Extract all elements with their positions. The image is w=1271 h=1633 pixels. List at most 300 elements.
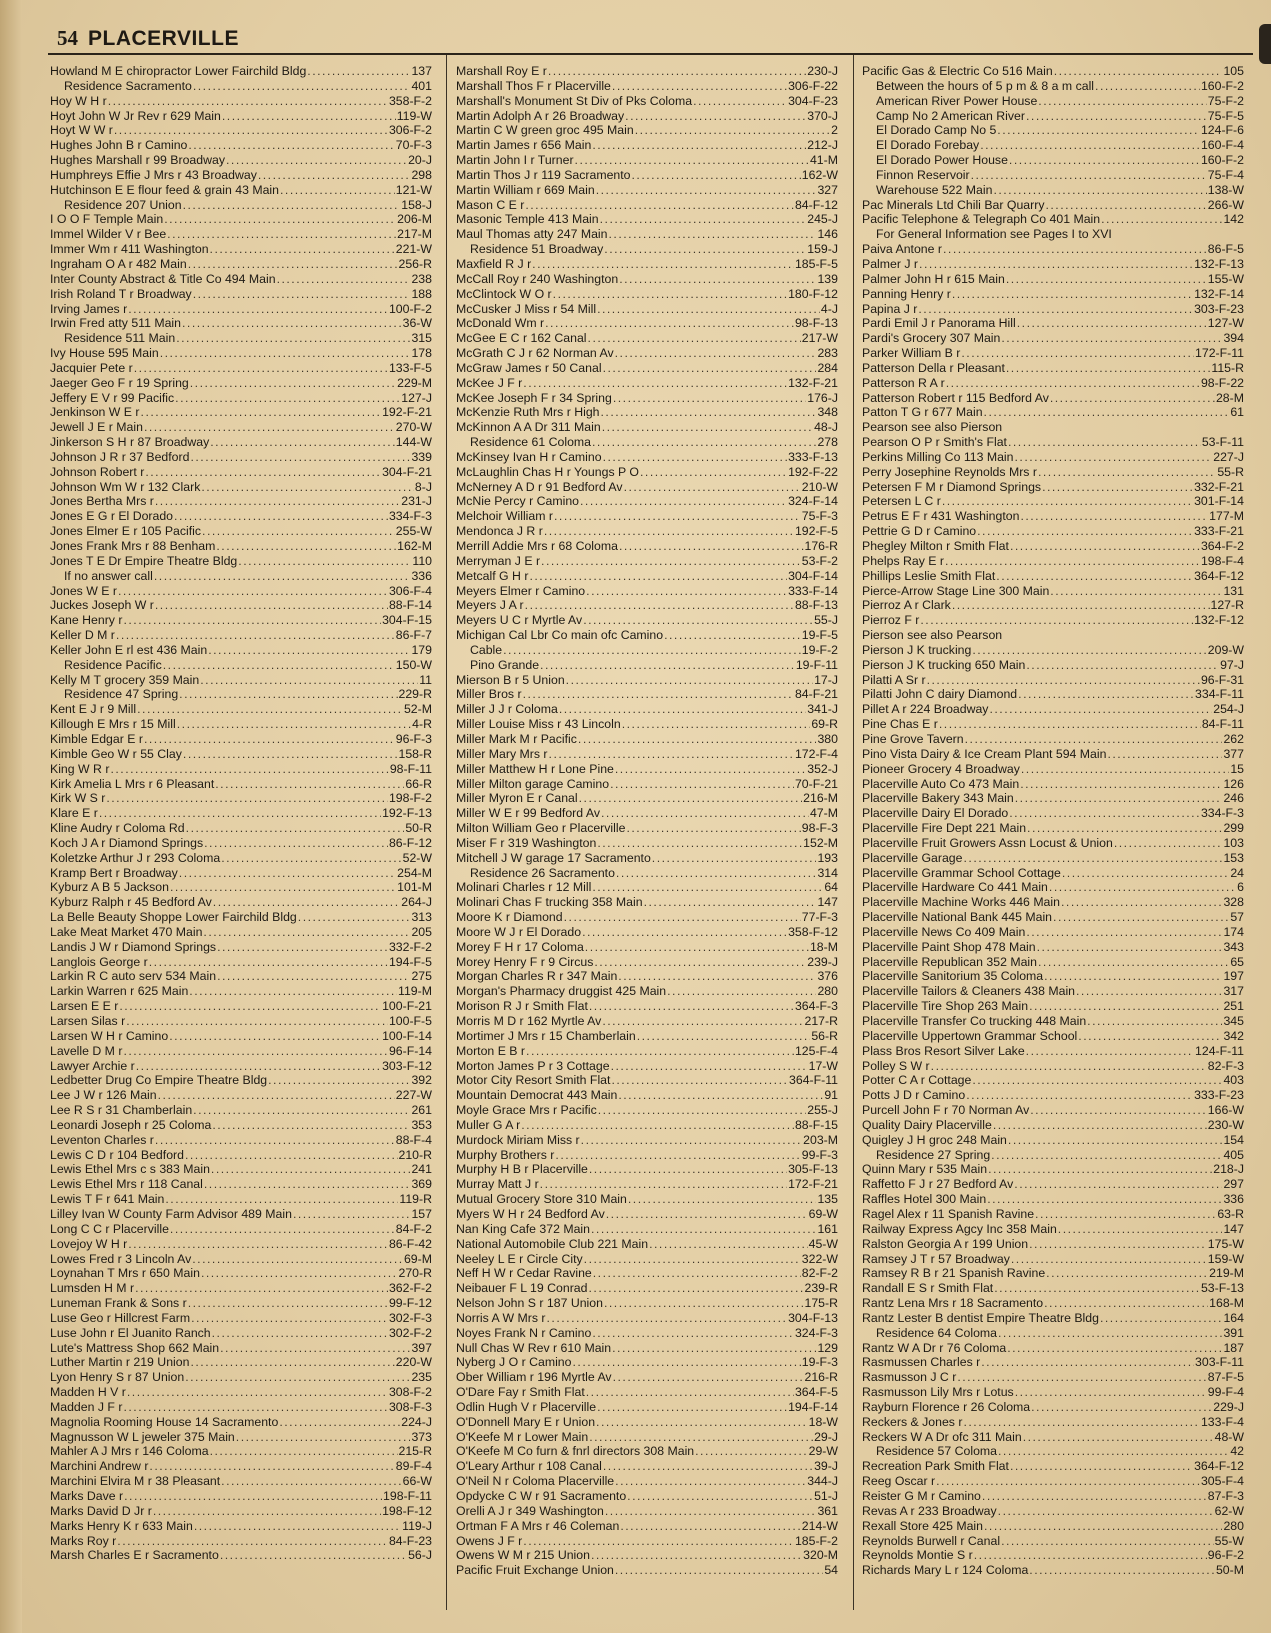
- leader-dots: [597, 836, 802, 851]
- directory-entry: [50, 1430, 432, 1445]
- phone-number: 119-R: [399, 1192, 432, 1207]
- leader-dots: [586, 584, 787, 599]
- phone-number: 84-F-23: [388, 1533, 432, 1548]
- leader-dots: [1014, 1177, 1222, 1192]
- leader-dots: [603, 361, 817, 376]
- phone-number: 158-R: [398, 746, 432, 761]
- directory-entry: [50, 212, 432, 227]
- leader-dots: [939, 717, 1201, 732]
- leader-dots: [1058, 1222, 1223, 1237]
- directory-entry: [862, 1118, 1244, 1133]
- entry-name: Pardi's Grocery 307 Main: [862, 331, 1001, 346]
- leader-dots: [632, 168, 801, 183]
- entry-name: Noyes Frank N r Camino: [456, 1325, 592, 1340]
- leader-dots: [544, 524, 794, 539]
- leader-dots: [618, 1088, 823, 1103]
- entry-name: El Dorado Forebay: [876, 138, 980, 153]
- phone-number: 55-R: [1217, 464, 1244, 479]
- directory-entry: [50, 702, 432, 717]
- phone-number: 255-J: [807, 1103, 838, 1118]
- phone-number: 100-F-5: [388, 1014, 432, 1028]
- phone-number: 175-W: [1207, 1236, 1244, 1251]
- leader-dots: [593, 1266, 801, 1281]
- entry-name: Pierson see also Pearson: [862, 628, 1003, 643]
- phone-number: 56-R: [811, 1028, 838, 1043]
- phone-number: 50-M: [1215, 1563, 1244, 1578]
- phone-number: 69-R: [811, 717, 838, 732]
- leader-dots: [208, 643, 410, 658]
- phone-number: 75-F-4: [1207, 167, 1244, 182]
- entry-name: Murphy H B r Placerville: [456, 1162, 588, 1177]
- entry-name: Melchoir William r: [456, 509, 554, 524]
- phone-number: 193: [817, 850, 838, 865]
- entry-name: Patton T G r 677 Main: [862, 405, 983, 420]
- entry-name: Rantz Lester B dentist Empire Theatre Bldg: [862, 1310, 1099, 1325]
- leader-dots: [573, 1355, 801, 1370]
- entry-name: Hoy W H r: [50, 93, 107, 108]
- phone-number: 324-F-3: [794, 1325, 838, 1340]
- leader-dots: [626, 821, 800, 836]
- phone-number: 394: [1223, 331, 1244, 346]
- directory-entry: [50, 969, 432, 984]
- phone-number: 364-F-3: [794, 999, 838, 1014]
- phone-number: 353: [411, 1117, 432, 1132]
- phone-number: 55-J: [814, 613, 838, 628]
- phone-number: 304-F-23: [788, 93, 838, 108]
- phone-number: 2: [831, 123, 838, 138]
- entry-name: Kelly M T grocery 359 Main: [50, 672, 200, 687]
- directory-entry: [456, 1459, 838, 1474]
- leader-dots: [155, 1133, 395, 1148]
- entry-name: Long C C r Placerville: [50, 1221, 169, 1236]
- directory-entry: [50, 791, 432, 806]
- directory-entry: [456, 1370, 838, 1385]
- phone-number: 266-W: [1207, 197, 1244, 212]
- entry-name: Johnson Robert r: [50, 464, 145, 479]
- entry-name: Irwin Fred atty 511 Main: [50, 316, 181, 331]
- leader-dots: [177, 717, 411, 732]
- leader-dots: [135, 1281, 388, 1296]
- leader-dots: [601, 405, 817, 420]
- leader-dots: [1008, 435, 1201, 450]
- leader-dots: [1114, 836, 1223, 851]
- entry-name: Residence 47 Spring: [64, 687, 179, 702]
- entry-name: Merryman J E r: [456, 553, 541, 568]
- directory-entry: [456, 628, 838, 643]
- leader-dots: [981, 1355, 1194, 1370]
- entry-name: Lavelle D M r: [50, 1043, 123, 1058]
- phone-number: 303-F-11: [1195, 1355, 1244, 1370]
- phone-number: 98-F-22: [1200, 375, 1244, 390]
- phone-number: 364-F-11: [789, 1073, 838, 1088]
- directory-entry: [456, 420, 838, 435]
- leader-dots: [124, 1489, 382, 1504]
- entry-name: Lewis Ethel Mrs c s 383 Main: [50, 1162, 210, 1177]
- directory-entry: [50, 450, 432, 465]
- leader-dots: [221, 1474, 401, 1489]
- directory-entry: [456, 539, 838, 554]
- directory-entry: [862, 1044, 1244, 1059]
- phone-number: 132-F-21: [788, 375, 838, 390]
- entry-name: Residence 61 Coloma: [470, 435, 591, 450]
- phone-number: 154: [1223, 1132, 1244, 1147]
- entry-name: Residence 511 Main: [64, 331, 176, 346]
- directory-entry: [456, 1341, 838, 1356]
- entry-name: Placerville Fruit Growers Assn Locust & Union: [862, 835, 1113, 850]
- entry-name: Lake Meat Market 470 Main: [50, 924, 203, 939]
- phone-number: 203-M: [803, 1132, 838, 1147]
- entry-name: Luse John r El Juanito Ranch: [50, 1325, 211, 1340]
- directory-entry: [50, 198, 432, 213]
- phone-number: 91: [824, 1088, 838, 1103]
- leader-dots: [592, 880, 823, 895]
- directory-entry: [456, 940, 838, 955]
- phone-number: 42: [1230, 1444, 1244, 1459]
- leader-dots: [592, 138, 806, 153]
- leader-dots: [136, 1059, 381, 1074]
- entry-name: Neff H W r Cedar Ravine: [456, 1266, 592, 1281]
- leader-dots: [989, 702, 1212, 717]
- directory-entry: [50, 777, 432, 792]
- entry-name: Larkin Warren r 625 Main: [50, 984, 189, 999]
- phone-number: 334-F-3: [388, 509, 432, 524]
- directory-entry: [456, 613, 838, 628]
- entry-name: McClintock W O r: [456, 286, 552, 301]
- phone-number: 96-F-2: [1207, 1548, 1244, 1563]
- entry-name: Neibauer F L 19 Conrad: [456, 1281, 588, 1296]
- phone-number: 284: [817, 360, 838, 375]
- phone-number: 229-J: [1213, 1399, 1244, 1414]
- entry-name: Luther Martin r 219 Union: [50, 1355, 190, 1370]
- leader-dots: [589, 1430, 813, 1445]
- entry-name: If no answer call: [64, 568, 153, 583]
- entry-name: Larkin R C auto serv 534 Main: [50, 969, 217, 984]
- phone-number: 198-F-12: [382, 1503, 432, 1518]
- leader-dots: [186, 821, 405, 836]
- leader-dots: [1042, 480, 1193, 495]
- entry-name: McKinnon A A Dr 311 Main: [456, 420, 601, 435]
- phone-number: 332-F-2: [388, 939, 432, 954]
- leader-dots: [984, 405, 1230, 420]
- directory-entry: [50, 1044, 432, 1059]
- entry-name: Pardi Emil J r Panorama Hill: [862, 316, 1016, 331]
- entry-name: Norris A W Mrs r: [456, 1310, 546, 1325]
- phone-number: 172-F-4: [794, 746, 838, 761]
- leader-dots: [582, 925, 787, 940]
- leader-dots: [1029, 1237, 1207, 1252]
- directory-entry: [862, 153, 1244, 168]
- phone-number: 278: [817, 435, 838, 450]
- directory-entry: [50, 1311, 432, 1326]
- directory-entry: [456, 1073, 838, 1088]
- directory-entry: [456, 836, 838, 851]
- directory-entry: [862, 494, 1244, 509]
- entry-name: Koletzke Arthur J r 293 Coloma: [50, 850, 221, 865]
- entry-name: Martin C W green groc 495 Main: [456, 123, 634, 138]
- leader-dots: [594, 955, 806, 970]
- directory-entry: [862, 1222, 1244, 1237]
- directory-entry: [50, 1162, 432, 1177]
- leader-dots: [189, 984, 397, 999]
- leader-dots: [126, 1014, 388, 1029]
- leader-dots: [1062, 866, 1229, 881]
- entry-name: Marks Henry K r 633 Main: [50, 1518, 193, 1533]
- entry-name: Ragel Alex r 11 Spanish Ravine: [862, 1206, 1035, 1221]
- leader-dots: [141, 405, 382, 420]
- directory-column-2: [456, 64, 838, 1578]
- entry-name: Owens W M r 215 Union: [456, 1548, 590, 1563]
- column-divider: [446, 55, 447, 1610]
- directory-entry: [50, 747, 432, 762]
- entry-name: Larsen W H r Camino: [50, 1028, 169, 1043]
- leader-dots: [601, 806, 809, 821]
- directory-entry: [862, 1415, 1244, 1430]
- entry-name: Reynolds Burwell r Canal: [862, 1533, 1001, 1548]
- directory-entry: [862, 435, 1244, 450]
- phone-number: 28-M: [1215, 390, 1244, 405]
- entry-name: Between the hours of 5 p m & 8 a m call: [876, 78, 1095, 93]
- leader-dots: [649, 1237, 808, 1252]
- directory-entry: [862, 1281, 1244, 1296]
- entry-name: Howland M E chiropractor Lower Fairchild Bldg: [50, 64, 307, 78]
- phone-number: 133-F-4: [1200, 1414, 1244, 1429]
- directory-entry: [50, 331, 432, 346]
- leader-dots: [695, 1444, 807, 1459]
- directory-entry: [50, 1548, 432, 1563]
- phone-number: 55-W: [1214, 1533, 1244, 1548]
- directory-entry: [50, 376, 432, 391]
- leader-dots: [1050, 584, 1222, 599]
- directory-entry: [50, 999, 432, 1014]
- entry-name: Placerville Tire Shop 263 Main: [862, 999, 1029, 1014]
- directory-entry: [862, 242, 1244, 257]
- directory-entry: [50, 1133, 432, 1148]
- entry-name: Reckers W A Dr ofc 311 Main: [862, 1429, 1022, 1444]
- entry-name: Reckers & Jones r: [862, 1414, 963, 1429]
- entry-name: Rasmusson J C r: [862, 1370, 957, 1385]
- phone-number: 174: [1223, 924, 1244, 939]
- leader-dots: [592, 1326, 794, 1341]
- entry-name: Morey Henry F r 9 Circus: [456, 954, 594, 969]
- leader-dots: [1037, 940, 1223, 955]
- phone-number: 87-F-5: [1207, 1370, 1244, 1385]
- entry-name: Jewell J E r Main: [50, 420, 143, 435]
- directory-entry: [456, 465, 838, 480]
- directory-entry: [862, 1326, 1244, 1341]
- phone-number: 54: [824, 1563, 838, 1578]
- entry-name: Miller Bros r: [456, 687, 522, 702]
- entry-name: Placerville News Co 409 Main: [862, 924, 1026, 939]
- phone-number: 178: [411, 346, 432, 361]
- directory-entry: [456, 910, 838, 925]
- phone-number: 308-F-3: [388, 1399, 432, 1414]
- entry-name: Magnusson W L jeweler 375 Main: [50, 1429, 235, 1444]
- phone-number: 75-F-3: [801, 509, 838, 524]
- leader-dots: [1044, 1296, 1208, 1311]
- leader-dots: [997, 123, 1200, 138]
- entry-name: Juckes Joseph W r: [50, 598, 154, 613]
- phone-number: 192-F-5: [794, 524, 838, 539]
- phone-number: 19-F-5: [801, 628, 838, 643]
- directory-entry: [862, 227, 1244, 242]
- directory-entry: [456, 643, 838, 658]
- leader-dots: [191, 1311, 388, 1326]
- entry-name: Pearson O P r Smith's Flat: [862, 435, 1007, 450]
- directory-entry: [456, 969, 838, 984]
- phone-number: 142: [1223, 212, 1244, 227]
- leader-dots: [612, 79, 787, 94]
- entry-name: Keller D M r: [50, 628, 115, 643]
- leader-dots: [170, 1222, 395, 1237]
- phone-number: 192-F-22: [788, 464, 838, 479]
- entry-name: Placerville Auto Co 473 Main: [862, 776, 1020, 791]
- entry-name: Molinari Charles r 12 Mill: [456, 880, 592, 895]
- directory-entry: [50, 1341, 432, 1356]
- phone-number: 210-W: [801, 479, 838, 494]
- directory-entry: [50, 1459, 432, 1474]
- directory-entry: [456, 1548, 838, 1563]
- directory-entry: [50, 1385, 432, 1400]
- leader-dots: [183, 747, 398, 762]
- entry-name: Richards Mary L r 124 Coloma: [862, 1563, 1029, 1578]
- entry-name: For General Information see Pages I to XVI: [876, 227, 1112, 242]
- leader-dots: [212, 1118, 410, 1133]
- leader-dots: [521, 1118, 794, 1133]
- entry-name: Revas A r 233 Broadway: [862, 1503, 997, 1518]
- directory-entry: [862, 1059, 1244, 1074]
- entry-name: Miller Louise Miss r 43 Lincoln: [456, 717, 621, 732]
- phone-number: 63-R: [1217, 1206, 1244, 1221]
- entry-name: Maxfield R J r: [456, 256, 532, 271]
- entry-name: Irving James r: [50, 301, 128, 316]
- leader-dots: [945, 554, 1200, 569]
- directory-entry: [862, 851, 1244, 866]
- entry-name: Kane Henry r: [50, 613, 123, 628]
- directory-entry: [456, 1489, 838, 1504]
- directory-entry: [862, 376, 1244, 391]
- entry-name: Quality Dairy Placerville: [862, 1117, 992, 1132]
- phone-number: 36-W: [402, 316, 432, 331]
- directory-entry: [862, 287, 1244, 302]
- entry-name: Raffetto F J r 27 Bedford Av: [862, 1177, 1014, 1192]
- directory-entry: [456, 851, 838, 866]
- entry-name: McCusker J Miss r 54 Mill: [456, 301, 597, 316]
- phone-number: 320-M: [803, 1548, 838, 1563]
- leader-dots: [652, 851, 817, 866]
- phone-number: 47-M: [809, 806, 838, 821]
- entry-name: Molinari Chas F trucking 358 Main: [456, 895, 643, 910]
- phone-number: 86-F-7: [395, 628, 432, 643]
- directory-entry: [50, 1118, 432, 1133]
- entry-name: Merrill Addie Mrs r 68 Coloma: [456, 539, 618, 553]
- directory-entry: [862, 316, 1244, 331]
- directory-entry: [862, 717, 1244, 732]
- directory-entry: [50, 1326, 432, 1341]
- entry-name: Morey F H r 17 Coloma: [456, 939, 584, 954]
- entry-name: Lilley Ivan W County Farm Advisor 489 Main: [50, 1206, 292, 1221]
- phone-number: 96-F-31: [1200, 672, 1244, 687]
- directory-entry: [50, 227, 432, 242]
- phone-number: 305-F-13: [788, 1162, 838, 1177]
- entry-name: Hutchinson E E flour feed & grain 43 Main: [50, 182, 279, 197]
- leader-dots: [1107, 747, 1222, 762]
- phone-number: 403: [1223, 1073, 1244, 1088]
- phone-number: 333-F-21: [1194, 524, 1244, 539]
- directory-entry: [456, 984, 838, 999]
- directory-entry: [456, 791, 838, 806]
- directory-entry: [50, 880, 432, 895]
- leader-dots: [529, 569, 787, 584]
- leader-dots: [503, 643, 801, 658]
- leader-dots: [1009, 806, 1200, 821]
- phone-number: 352-J: [807, 761, 838, 776]
- entry-name: Pine Chas E r: [862, 717, 938, 732]
- phone-number: 125-F-4: [794, 1043, 838, 1058]
- leader-dots: [1050, 391, 1215, 406]
- directory-entry: [456, 762, 838, 777]
- leader-dots: [540, 658, 795, 673]
- entry-name: Reister G M r Camino: [862, 1489, 981, 1503]
- leader-dots: [575, 153, 809, 168]
- phone-number: 17-J: [814, 672, 838, 687]
- leader-dots: [202, 524, 395, 539]
- phone-number: 324-F-14: [788, 494, 838, 509]
- leader-dots: [158, 1088, 395, 1103]
- entry-name: Jenkinson W E r: [50, 405, 140, 420]
- leader-dots: [952, 287, 1193, 302]
- leader-dots: [591, 1222, 816, 1237]
- directory-entry: [862, 895, 1244, 910]
- leader-dots: [579, 791, 803, 806]
- directory-entry: [50, 910, 432, 925]
- leader-dots: [591, 1548, 802, 1563]
- phone-number: 20-J: [408, 153, 432, 168]
- directory-entry: [50, 940, 432, 955]
- directory-entry: [50, 673, 432, 688]
- leader-dots: [1030, 1103, 1207, 1118]
- leader-dots: [279, 1415, 400, 1430]
- entry-name: La Belle Beauty Shoppe Lower Fairchild Bldg: [50, 910, 297, 925]
- page-number: 54: [57, 26, 78, 50]
- entry-name: Inter County Abstract & Title Co 494 Main: [50, 271, 276, 286]
- leader-dots: [966, 1088, 1193, 1103]
- leader-dots: [554, 509, 801, 524]
- directory-entry: [456, 895, 838, 910]
- phone-number: 187: [1223, 1340, 1244, 1355]
- phone-number: 205: [411, 924, 432, 939]
- phone-number: 96-F-14: [388, 1043, 432, 1058]
- leader-dots: [1015, 1385, 1207, 1400]
- leader-dots: [640, 465, 787, 480]
- directory-entry: [862, 1385, 1244, 1400]
- phone-number: 341-J: [807, 702, 838, 717]
- entry-name: Null Chas W Rev r 610 Main: [456, 1340, 612, 1355]
- leader-dots: [1007, 1341, 1222, 1356]
- leader-dots: [176, 331, 410, 346]
- entry-name: Miller Mary Mrs r: [456, 746, 548, 761]
- leader-dots: [1095, 79, 1200, 94]
- leader-dots: [984, 1519, 1222, 1534]
- directory-entry: [862, 1563, 1244, 1578]
- phone-number: 56-J: [408, 1548, 432, 1563]
- leader-dots: [588, 331, 801, 346]
- entry-name: National Automobile Club 221 Main: [456, 1236, 649, 1251]
- phone-number: 231-J: [401, 494, 432, 509]
- leader-dots: [604, 1296, 804, 1311]
- leader-dots: [994, 1281, 1200, 1296]
- phone-number: 52-W: [402, 850, 432, 865]
- phone-number: 175-R: [804, 1296, 838, 1311]
